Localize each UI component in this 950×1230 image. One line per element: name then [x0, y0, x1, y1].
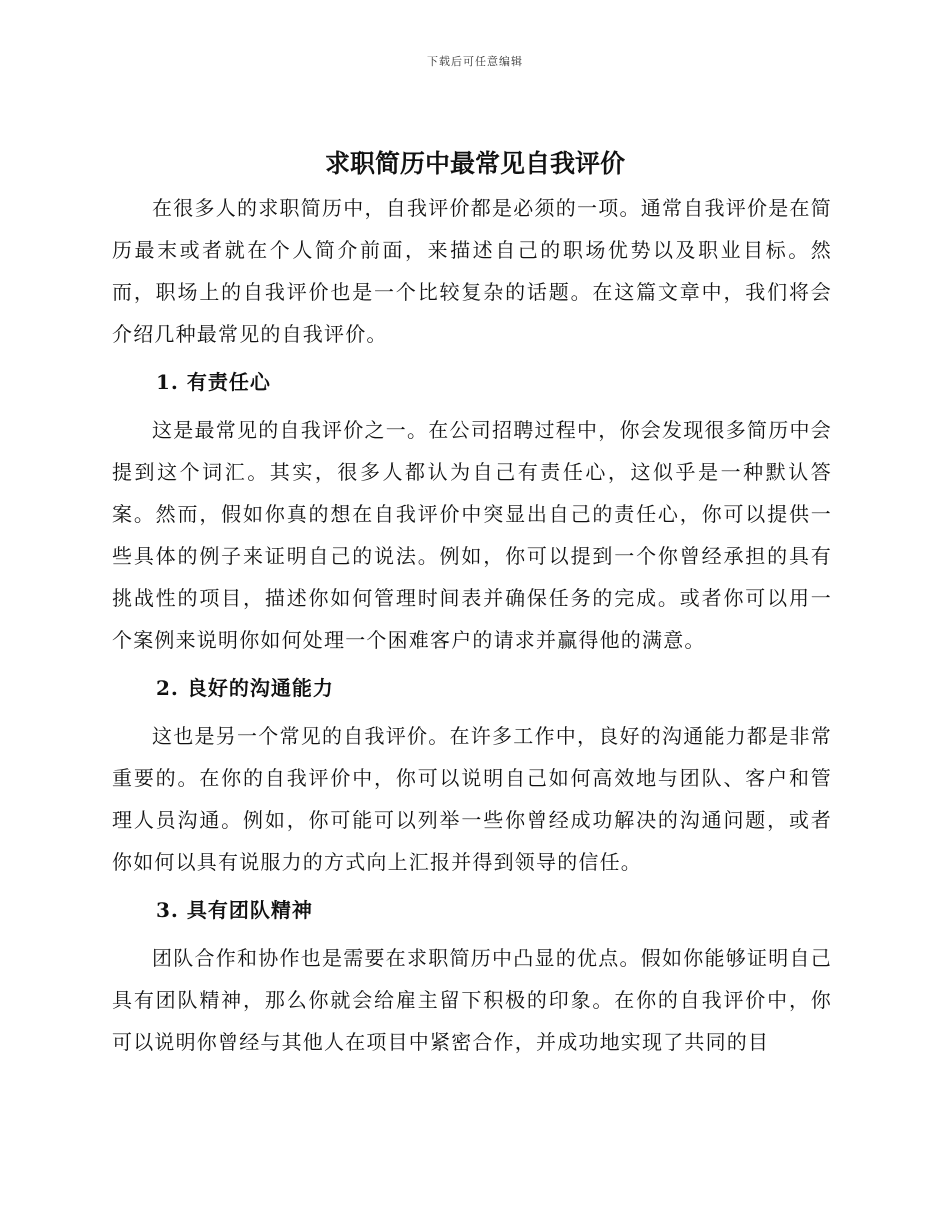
section-heading-teamwork: 3. 具有团队精神: [156, 898, 313, 922]
section-body-responsibility: 这是最常见的自我评价之一。在公司招聘过程中，你会发现很多简历中会提到这个词汇。其实，很多人都认为自己有责任心，这似乎是一种默认答案。然而，假如你真的想在自我评价中突显出自己的责任心，你可以提供一些具体的例子来证明自己的说法。例如，你可以提到一个你曾经承担的具有挑战性的项目，描述你如何管理时间表并确保任务的完成。或者你可以用一个案例来说明你如何处理一个困难客户的请求并赢得他的满意。: [112, 418, 832, 652]
section-heading-responsibility: 1. 有责任心: [156, 370, 271, 394]
document-body: [112, 187, 832, 1063]
intro-paragraph: 在很多人的求职简历中，自我评价都是必须的一项。通常自我评价是在简历最末或者就在个人简介前面，来描述自己的职场优势以及职业目标。然而，职场上的自我评价也是一个比较复杂的话题。在这篇文章中，我们将会介绍几种最常见的自我评价。: [112, 196, 832, 346]
page-title: 求职简历中最常见自我评价: [324, 149, 625, 178]
header-note: 下载后可任意编辑: [427, 55, 523, 68]
section-heading-communication: 2. 良好的沟通能力: [156, 676, 334, 700]
section-body-communication: 这也是另一个常见的自我评价。在许多工作中，良好的沟通能力都是非常重要的。在你的自我评价中，你可以说明自己如何高效地与团队、客户和管理人员沟通。例如，你可能可以列举一些你曾经成功解决的沟通问题，或者你如何以具有说服力的方式向上汇报并得到领导的信任。: [112, 724, 832, 874]
section-body-teamwork: 团队合作和协作也是需要在求职简历中凸显的优点。假如你能够证明自己具有团队精神，那么你就会给雇主留下积极的印象。在你的自我评价中，你可以说明你曾经与其他人在项目中紧密合作，并成功地实现了共同的目: [112, 946, 832, 1054]
